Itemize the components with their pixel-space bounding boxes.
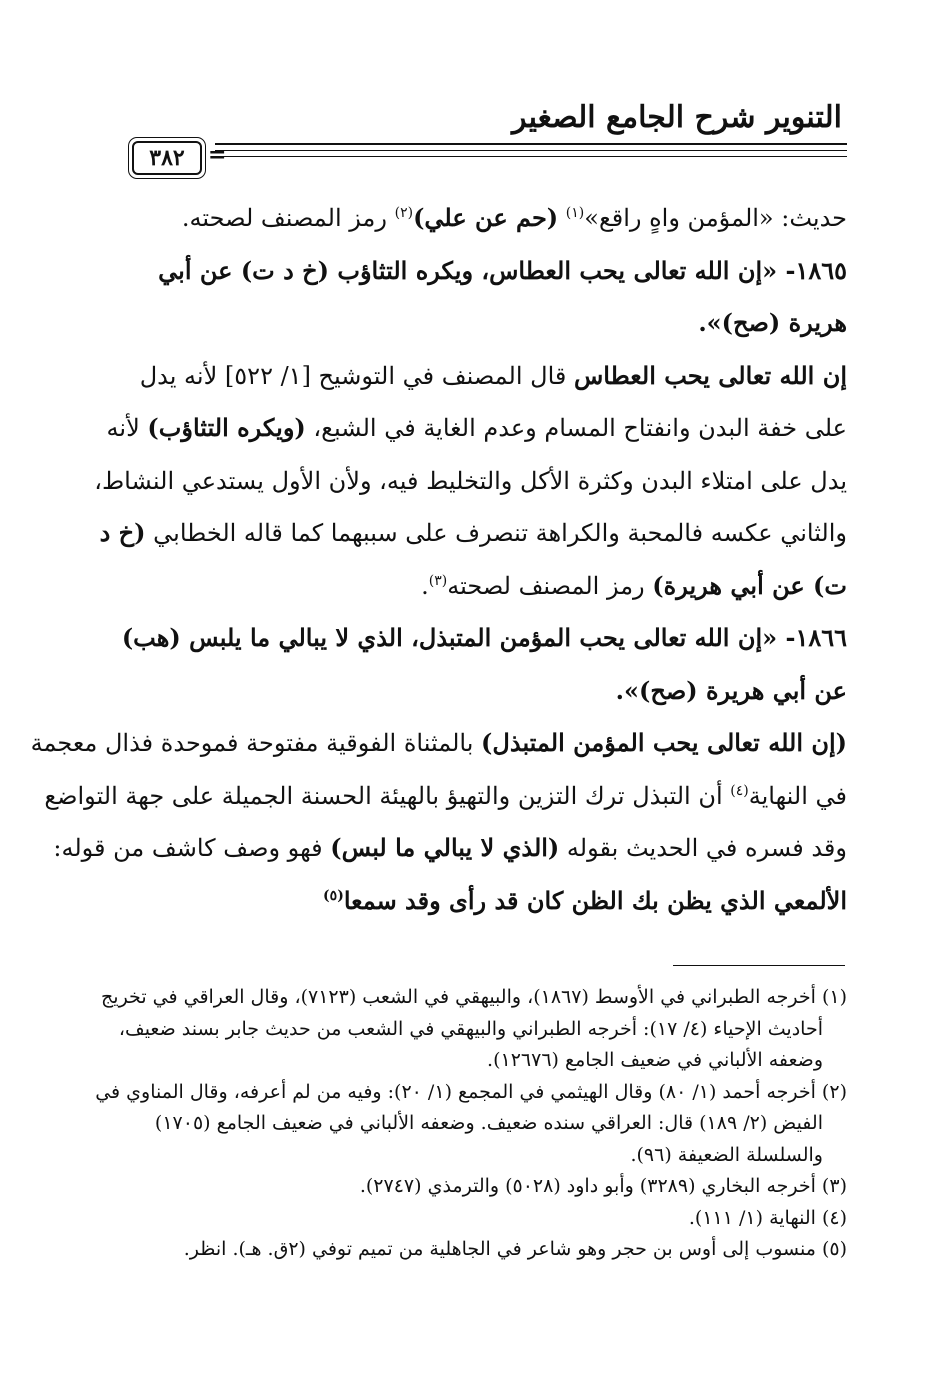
text-run: أن التبذل ترك التزين والتهيؤ بالهيئة الحسنة الجميلة على جهة التواضع: [44, 781, 731, 810]
header-ornament-icon: =: [208, 142, 227, 168]
text-run: والثاني عكسه فالمحبة والكراهة تنصرف على سببهما كما قاله الخطابي: [145, 519, 847, 547]
text-run: في النهاية: [748, 781, 847, 810]
text-line-12: [44, 770, 847, 823]
text-line-7: [99, 507, 847, 560]
text-line-6: [94, 455, 847, 508]
page-number-box: [132, 141, 202, 175]
footnote-3: (٣) أخرجه البخاري (٣٢٨٩) وأبو داود (٥٠٢٨) والترمذي (٢٧٤٧).: [359, 1175, 847, 1197]
hadith-1865-line-1: [107, 245, 847, 298]
footnotes: [95, 982, 847, 1266]
footnote-ref: (٥): [323, 887, 344, 904]
text-run: بالمثناة الفوقية مفتوحة فموحدة فذال معجمة: [30, 729, 482, 757]
bold-phrase: ت) عن أبي هريرة): [652, 570, 847, 600]
verse-text: الألمعي الذي يظن بك الظن كان قد رأى وقد سمعا: [343, 885, 847, 915]
bold-phrase: إن الله تعالى يحب العطاس: [574, 360, 847, 390]
text-run: عن أبي هريرة (صح)».: [615, 675, 847, 705]
text-run: ١٨٦٥- «إن الله تعالى يحب العطاس، ويكره التثاؤب (خ د ت) عن أبي: [158, 255, 847, 285]
text-run: يدل على امتلاء البدن وكثرة الأكل والتخليط فيه، ولأن الأول يستدعي النشاط،: [94, 466, 847, 495]
hadith-1865-line-2: [107, 297, 847, 350]
footnote-ref: (٢): [394, 205, 414, 221]
bold-phrase: (إن الله تعالى يحب المؤمن المتبذل): [481, 728, 847, 757]
footnote-ref: (٣): [428, 572, 448, 589]
text-line-5: [107, 402, 847, 455]
source-ref: (حم عن علي): [413, 203, 559, 232]
footnote-1: (١) أخرجه الطبراني في الأوسط (١٨٦٧)، والبيهقي في الشعب (٧١٢٣)، وقال العراقي في تخريج: [101, 986, 847, 1008]
text-run: قال المصنف في التوشيح [١/ ٥٢٢] لأنه يدل: [139, 361, 574, 390]
footnote-2-cont: الفيض (٢/ ١٨٩) قال: العراقي سنده ضعيف. وضعفه الألباني في ضعيف الجامع (١٧٠٥): [154, 1112, 823, 1134]
spacer: [558, 204, 566, 232]
footnote-separator: [673, 965, 845, 966]
text-run: رمز المصنف لصحته.: [181, 204, 395, 232]
footnote-2-cont: والسلسلة الضعيفة (٩٦).: [630, 1143, 823, 1166]
footnote-ref: (١): [565, 205, 585, 221]
hadith-1866-line-1: [107, 612, 847, 665]
text-run: وقد فسره في الحديث بقوله: [559, 834, 847, 862]
text-run: رمز المصنف لصحته: [447, 571, 653, 600]
text-line-8: [107, 560, 847, 613]
hadith-1866-line-2: [107, 665, 847, 718]
text-run: هريرة (صح)».: [698, 308, 847, 337]
bold-phrase: (الذي لا يبالي ما لبس): [330, 833, 560, 862]
text-run: فهو وصف كاشف من قوله:: [53, 834, 331, 862]
footnote-1-cont: وضعفه الألباني في ضعيف الجامع (١٢٦٧٦).: [487, 1049, 823, 1071]
header-rule-bottom: [215, 156, 847, 157]
page-number: ٣٨٢: [149, 145, 185, 171]
bold-phrase: (ويكره التثاؤب): [147, 413, 306, 442]
main-text: [30, 192, 847, 927]
bold-phrase: (خ د: [99, 518, 146, 547]
quote-text: حديث: «المؤمن واهٍ راقع»: [584, 204, 847, 232]
footnote-1-cont: أحاديث الإحياء (٤/ ١٧): أخرجه الطبراني والبيهقي في الشعب من حديث جابر بسند ضعيف،: [118, 1017, 823, 1040]
footnote-2: (٢) أخرجه أحمد (١/ ٨٠) وقال الهيثمي في المجمع (١/ ٢٠): وفيه من لم أعرفه، وقال المناوي في: [95, 1080, 847, 1103]
text-run: على خفة البدن وانفتاح المسام وعدم الغاية في الشبع،: [305, 414, 847, 442]
text-run: ١٨٦٦- «إن الله تعالى يحب المؤمن المتبذل، الذي لا يبالي ما يلبس (هب): [121, 623, 847, 652]
footnote-ref: (٤): [730, 782, 749, 799]
text-run: .: [421, 571, 429, 600]
text-line-13: [53, 822, 847, 875]
poetry-verse: [107, 875, 847, 928]
text-line-11: [30, 717, 847, 770]
text-run: لأنه: [106, 414, 148, 442]
text-line-1: [107, 192, 847, 245]
footnote-4: (٤) النهاية (١/ ١١١).: [688, 1206, 847, 1229]
header-rule-middle: [215, 150, 847, 151]
header-rule-top: [215, 143, 847, 145]
running-header-title: التنوير شرح الجامع الصغير: [512, 100, 842, 135]
text-line-4: [107, 350, 847, 403]
footnote-5: (٥) منسوب إلى أوس بن حجر وهو شاعر في الجاهلية من تميم توفي (٢ق. هـ). انظر.: [183, 1238, 847, 1260]
